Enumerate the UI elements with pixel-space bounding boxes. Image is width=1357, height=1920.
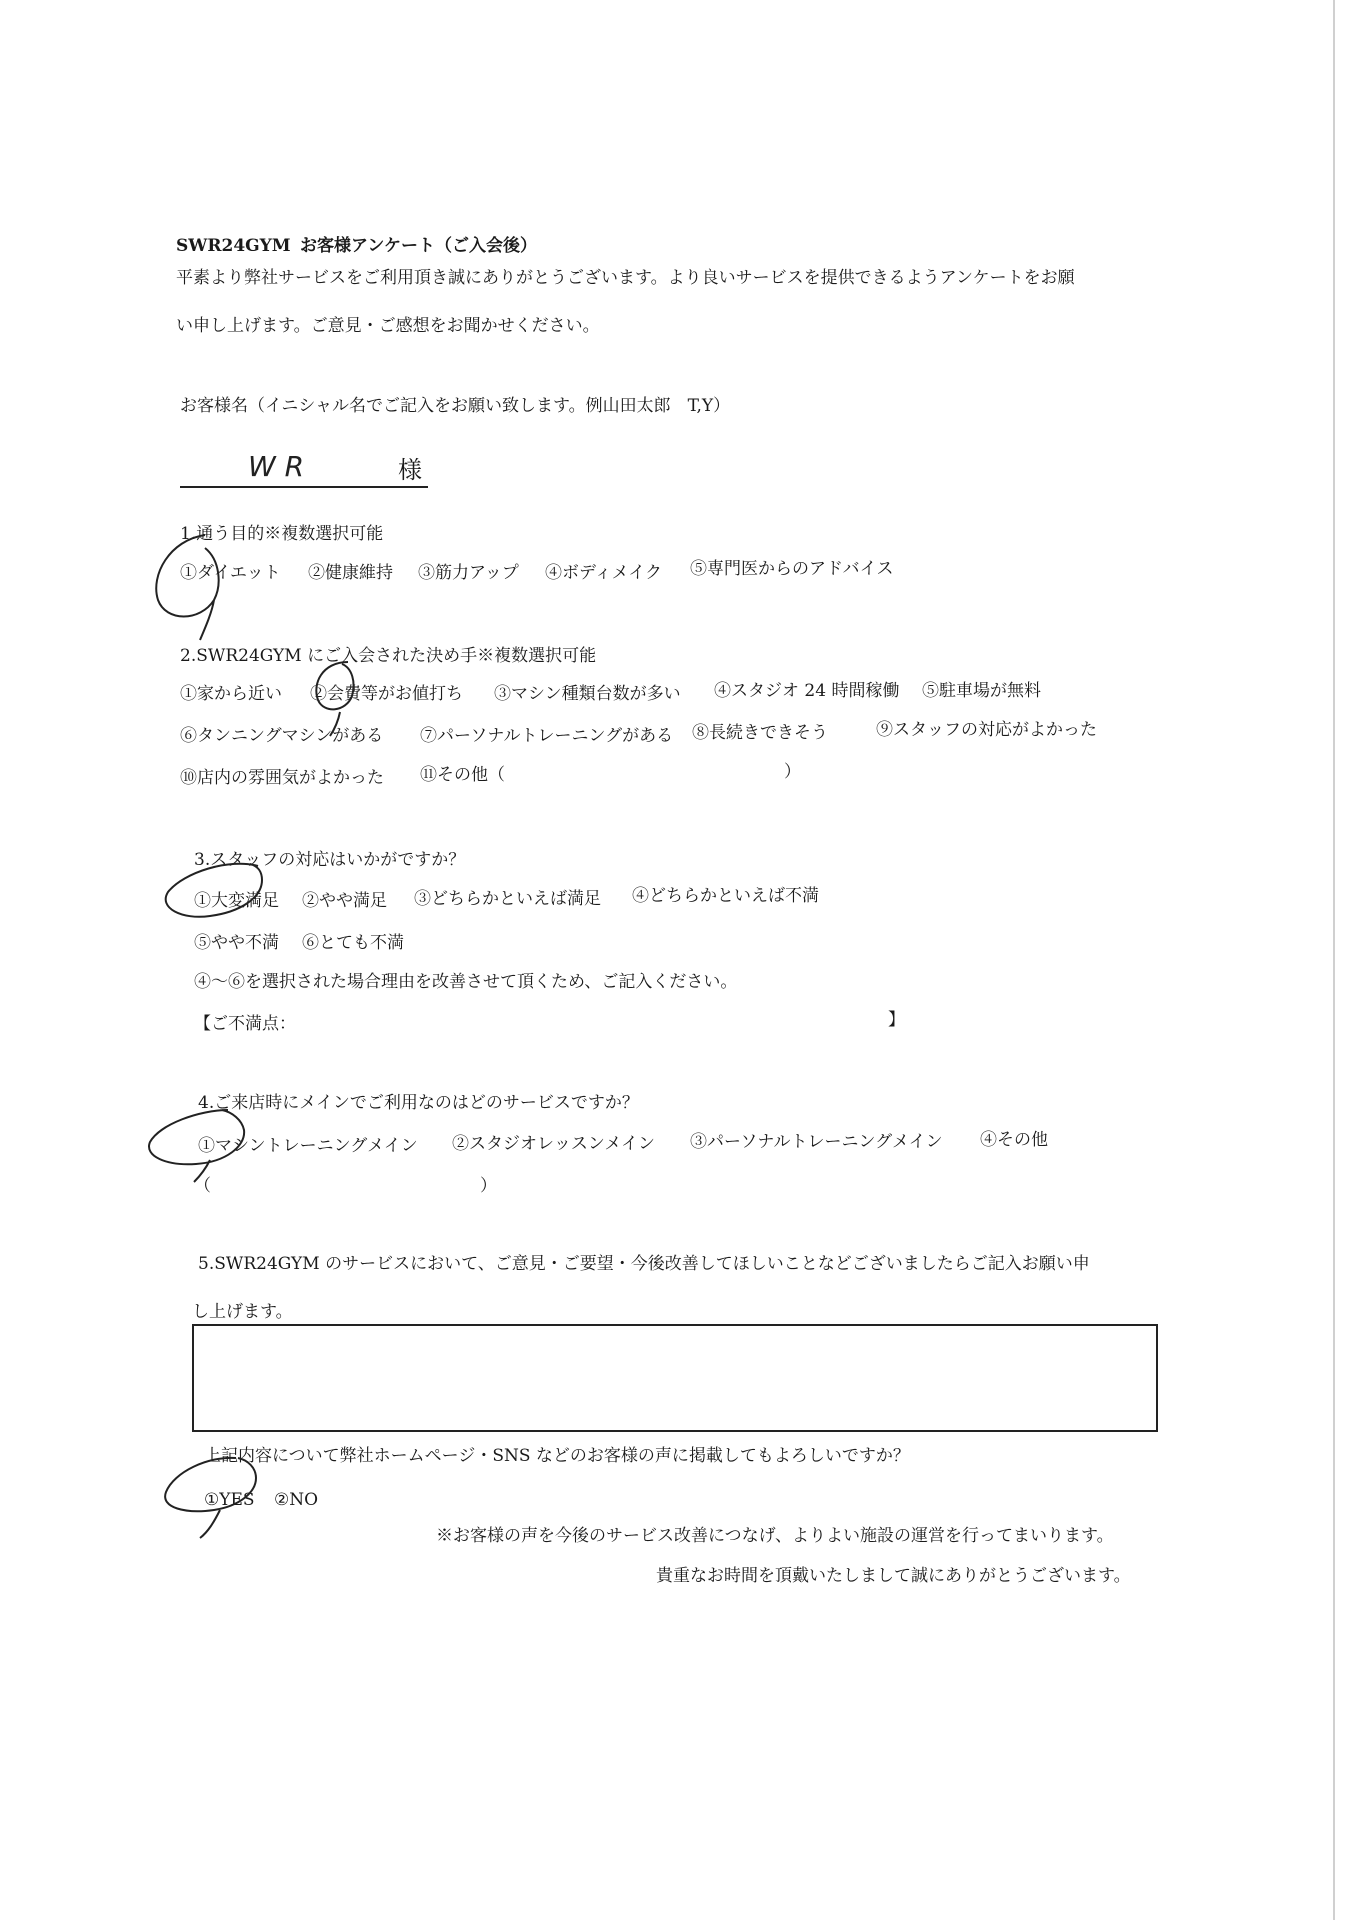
q3-option-2[interactable]: ②やや満足 xyxy=(302,891,387,911)
survey-title: お客様アンケート（ご入会後） xyxy=(300,236,537,256)
consent-option-yes[interactable]: ①YES xyxy=(204,1490,255,1510)
consent-option-no[interactable]: ②NO xyxy=(274,1490,319,1510)
q4-title: 4.ご来店時にメインでご利用なのはどのサービスですか？ xyxy=(198,1093,639,1113)
handwritten-initials[interactable]: W R xyxy=(248,450,305,483)
q2-option-2[interactable]: ②会費等がお値打ち xyxy=(310,684,463,704)
q2-option-9[interactable]: ⑨スタッフの対応がよかった xyxy=(876,720,1097,740)
q3-option-6[interactable]: ⑥とても不満 xyxy=(302,933,404,953)
q3-option-1[interactable]: ①大変満足 xyxy=(194,891,279,911)
q1-option-5[interactable]: ⑤専門医からのアドバイス xyxy=(690,559,894,579)
q4-option-4[interactable]: ④その他 xyxy=(980,1130,1048,1150)
honorific: 様 xyxy=(398,456,422,484)
q4-other-close: ） xyxy=(480,1176,497,1196)
q2-option-3[interactable]: ③マシン種類台数が多い xyxy=(494,684,681,704)
footer-note: ※お客様の声を今後のサービス改善につなげ、よりよい施設の運営を行ってまいります。 xyxy=(436,1526,1114,1546)
q4-option-3[interactable]: ③パーソナルトレーニングメイン xyxy=(690,1132,943,1152)
q4-option-2[interactable]: ②スタジオレッスンメイン xyxy=(452,1134,655,1154)
q2-option-10[interactable]: ⑩店内の雰囲気がよかった xyxy=(180,768,384,788)
q4-option-1[interactable]: ①マシントレーニングメイン xyxy=(198,1136,418,1156)
q1-option-4[interactable]: ④ボディメイク xyxy=(545,563,662,583)
q2-title: 2.SWR24GYM にご入会された決め手※複数選択可能 xyxy=(180,646,597,666)
comment-box[interactable] xyxy=(192,1324,1158,1432)
q2-option-5[interactable]: ⑤駐車場が無料 xyxy=(922,681,1041,701)
q2-option-4[interactable]: ④スタジオ 24 時間稼働 xyxy=(714,681,900,701)
q2-option-6[interactable]: ⑥タンニングマシンがある xyxy=(180,726,384,746)
q1-option-3[interactable]: ③筋力アップ xyxy=(418,563,519,583)
q3-followup: ④～⑥を選択された場合理由を改善させて頂くため、ご記入ください。 xyxy=(194,972,738,992)
q1-option-1[interactable]: ①ダイエット xyxy=(180,563,281,583)
q1-selection-circle xyxy=(156,535,218,640)
q3-complaint-label: 【ご不満点： xyxy=(194,1014,296,1034)
q3-option-5[interactable]: ⑤やや不満 xyxy=(194,933,279,953)
consent-question: 上記内容について弊社ホームページ・SNS などのお客様の声に掲載してもよろしいですか？ xyxy=(204,1446,910,1466)
q2-option-1[interactable]: ①家から近い xyxy=(180,684,282,704)
q1-option-2[interactable]: ②健康維持 xyxy=(308,563,393,583)
q2-option-11[interactable]: ⑪その他（ xyxy=(420,765,505,785)
q4-other-open: （ xyxy=(194,1176,211,1196)
q5-title-line-1: 5.SWR24GYM のサービスにおいて、ご意見・ご要望・今後改善してほしいことなどございましたらご記入お願い申 xyxy=(198,1254,1090,1274)
intro-line-1: 平素より弊社サービスをご利用頂き誠にありがとうございます。より良いサービスを提供できるようアンケートをお願 xyxy=(176,268,1075,288)
q2-other-close: ） xyxy=(784,762,801,782)
q1-title: 1.通う目的※複数選択可能 xyxy=(180,524,384,544)
q3-option-3[interactable]: ③どちらかといえば満足 xyxy=(414,889,601,909)
q2-option-7[interactable]: ⑦パーソナルトレーニングがある xyxy=(420,726,674,746)
name-prompt: お客様名（イニシャル名でご記入をお願い致します。例山田太郎 T,Y） xyxy=(180,396,731,416)
q3-title: 3.スタッフの対応はいかがですか？ xyxy=(194,850,466,870)
name-underline xyxy=(180,486,428,488)
q3-option-4[interactable]: ④どちらかといえば不満 xyxy=(632,886,819,906)
q3-complaint-close: 】 xyxy=(888,1010,905,1030)
q2-option-8[interactable]: ⑧長続きできそう xyxy=(692,723,828,743)
intro-line-2: い申し上げます。ご意見・ご感想をお聞かせください。 xyxy=(176,316,600,336)
footer-thanks: 貴重なお時間を頂戴いたしまして誠にありがとうございます。 xyxy=(656,1566,1131,1586)
q5-title-line-2: し上げます。 xyxy=(192,1302,293,1322)
page-edge xyxy=(1333,0,1335,1920)
brand-name: SWR24GYM xyxy=(176,236,291,256)
